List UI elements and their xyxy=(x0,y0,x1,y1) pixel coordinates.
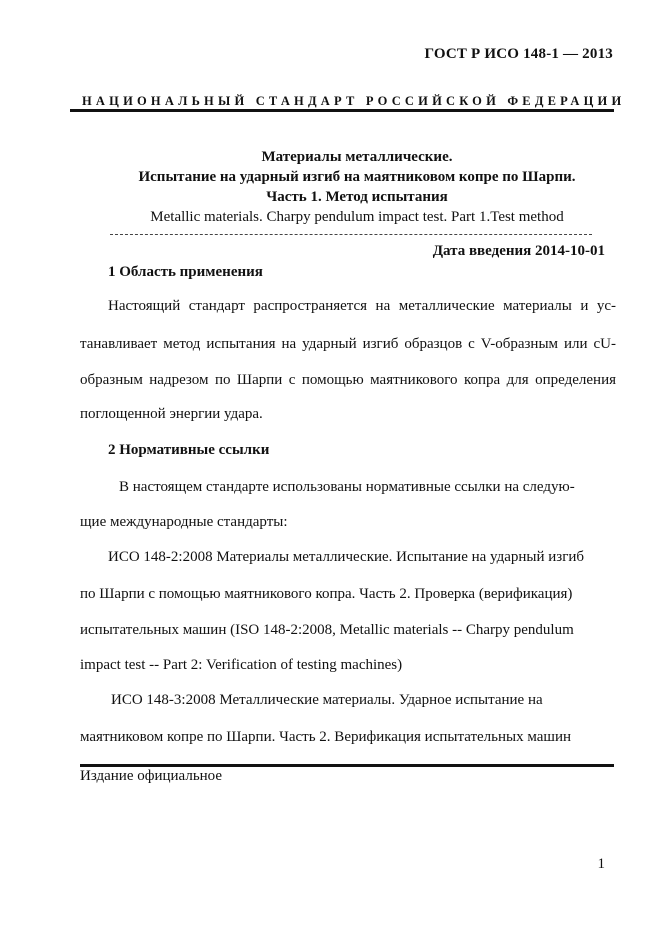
title-line-1: Материалы металлические. xyxy=(261,149,453,165)
section-1-line: Настоящий стандарт распространяется на металлические материалы и ус- xyxy=(108,298,616,314)
document-title xyxy=(70,147,644,227)
section-1-line: поглощенной энергии удара. xyxy=(80,406,263,422)
section-1-line: танавливает метод испытания на ударный изгиб образцов с V-образным или cU- xyxy=(80,336,616,352)
national-standard-heading: НАЦИОНАЛЬНЫЙ СТАНДАРТ РОССИЙСКОЙ ФЕДЕРАЦИИ xyxy=(82,94,626,108)
title-dashed-divider xyxy=(110,234,592,236)
title-line-3: Часть 1. Метод испытания xyxy=(266,189,448,205)
section-2-line: щие международные стандарты: xyxy=(80,514,288,530)
section-2-line: ИСО 148-3:2008 Металлические материалы. Ударное испытание на xyxy=(111,692,543,708)
page-number: 1 xyxy=(597,856,605,872)
section-2-line: ИСО 148-2:2008 Материалы металлические. Испытание на ударный изгиб xyxy=(108,549,585,565)
edition-note: Издание официальное xyxy=(80,768,223,784)
title-english: Metallic materials. Charpy pendulum impact test. Part 1.Test method xyxy=(150,209,564,225)
section-2-line: В настоящем стандарте использованы нормативные ссылки на следую- xyxy=(119,479,575,495)
standard-code: ГОСТ Р ИСО 148-1 — 2013 xyxy=(424,46,613,62)
section-2-line: impact test -- Part 2: Verification of testing machines) xyxy=(80,657,403,673)
section-2-heading: 2 Нормативные ссылки xyxy=(108,442,270,458)
title-line-2: Испытание на ударный изгиб на маятниковом копре по Шарпи. xyxy=(138,169,576,185)
introduction-date: Дата введения 2014-10-01 xyxy=(432,243,605,259)
header-divider xyxy=(70,109,614,112)
section-1-heading: 1 Область применения xyxy=(108,264,263,280)
section-2-line: испытательных машин (ISO 148-2:2008, Metallic materials -- Charpy pendulum xyxy=(80,622,574,638)
section-2-line: маятниковом копре по Шарпи. Часть 2. Верификация испытательных машин xyxy=(80,729,572,745)
footer-divider xyxy=(80,764,614,767)
section-2-line: по Шарпи с помощью маятникового копра. Часть 2. Проверка (верификация) xyxy=(80,586,573,602)
section-1-line: образным надрезом по Шарпи с помощью маятникового копра для определения xyxy=(80,372,616,388)
